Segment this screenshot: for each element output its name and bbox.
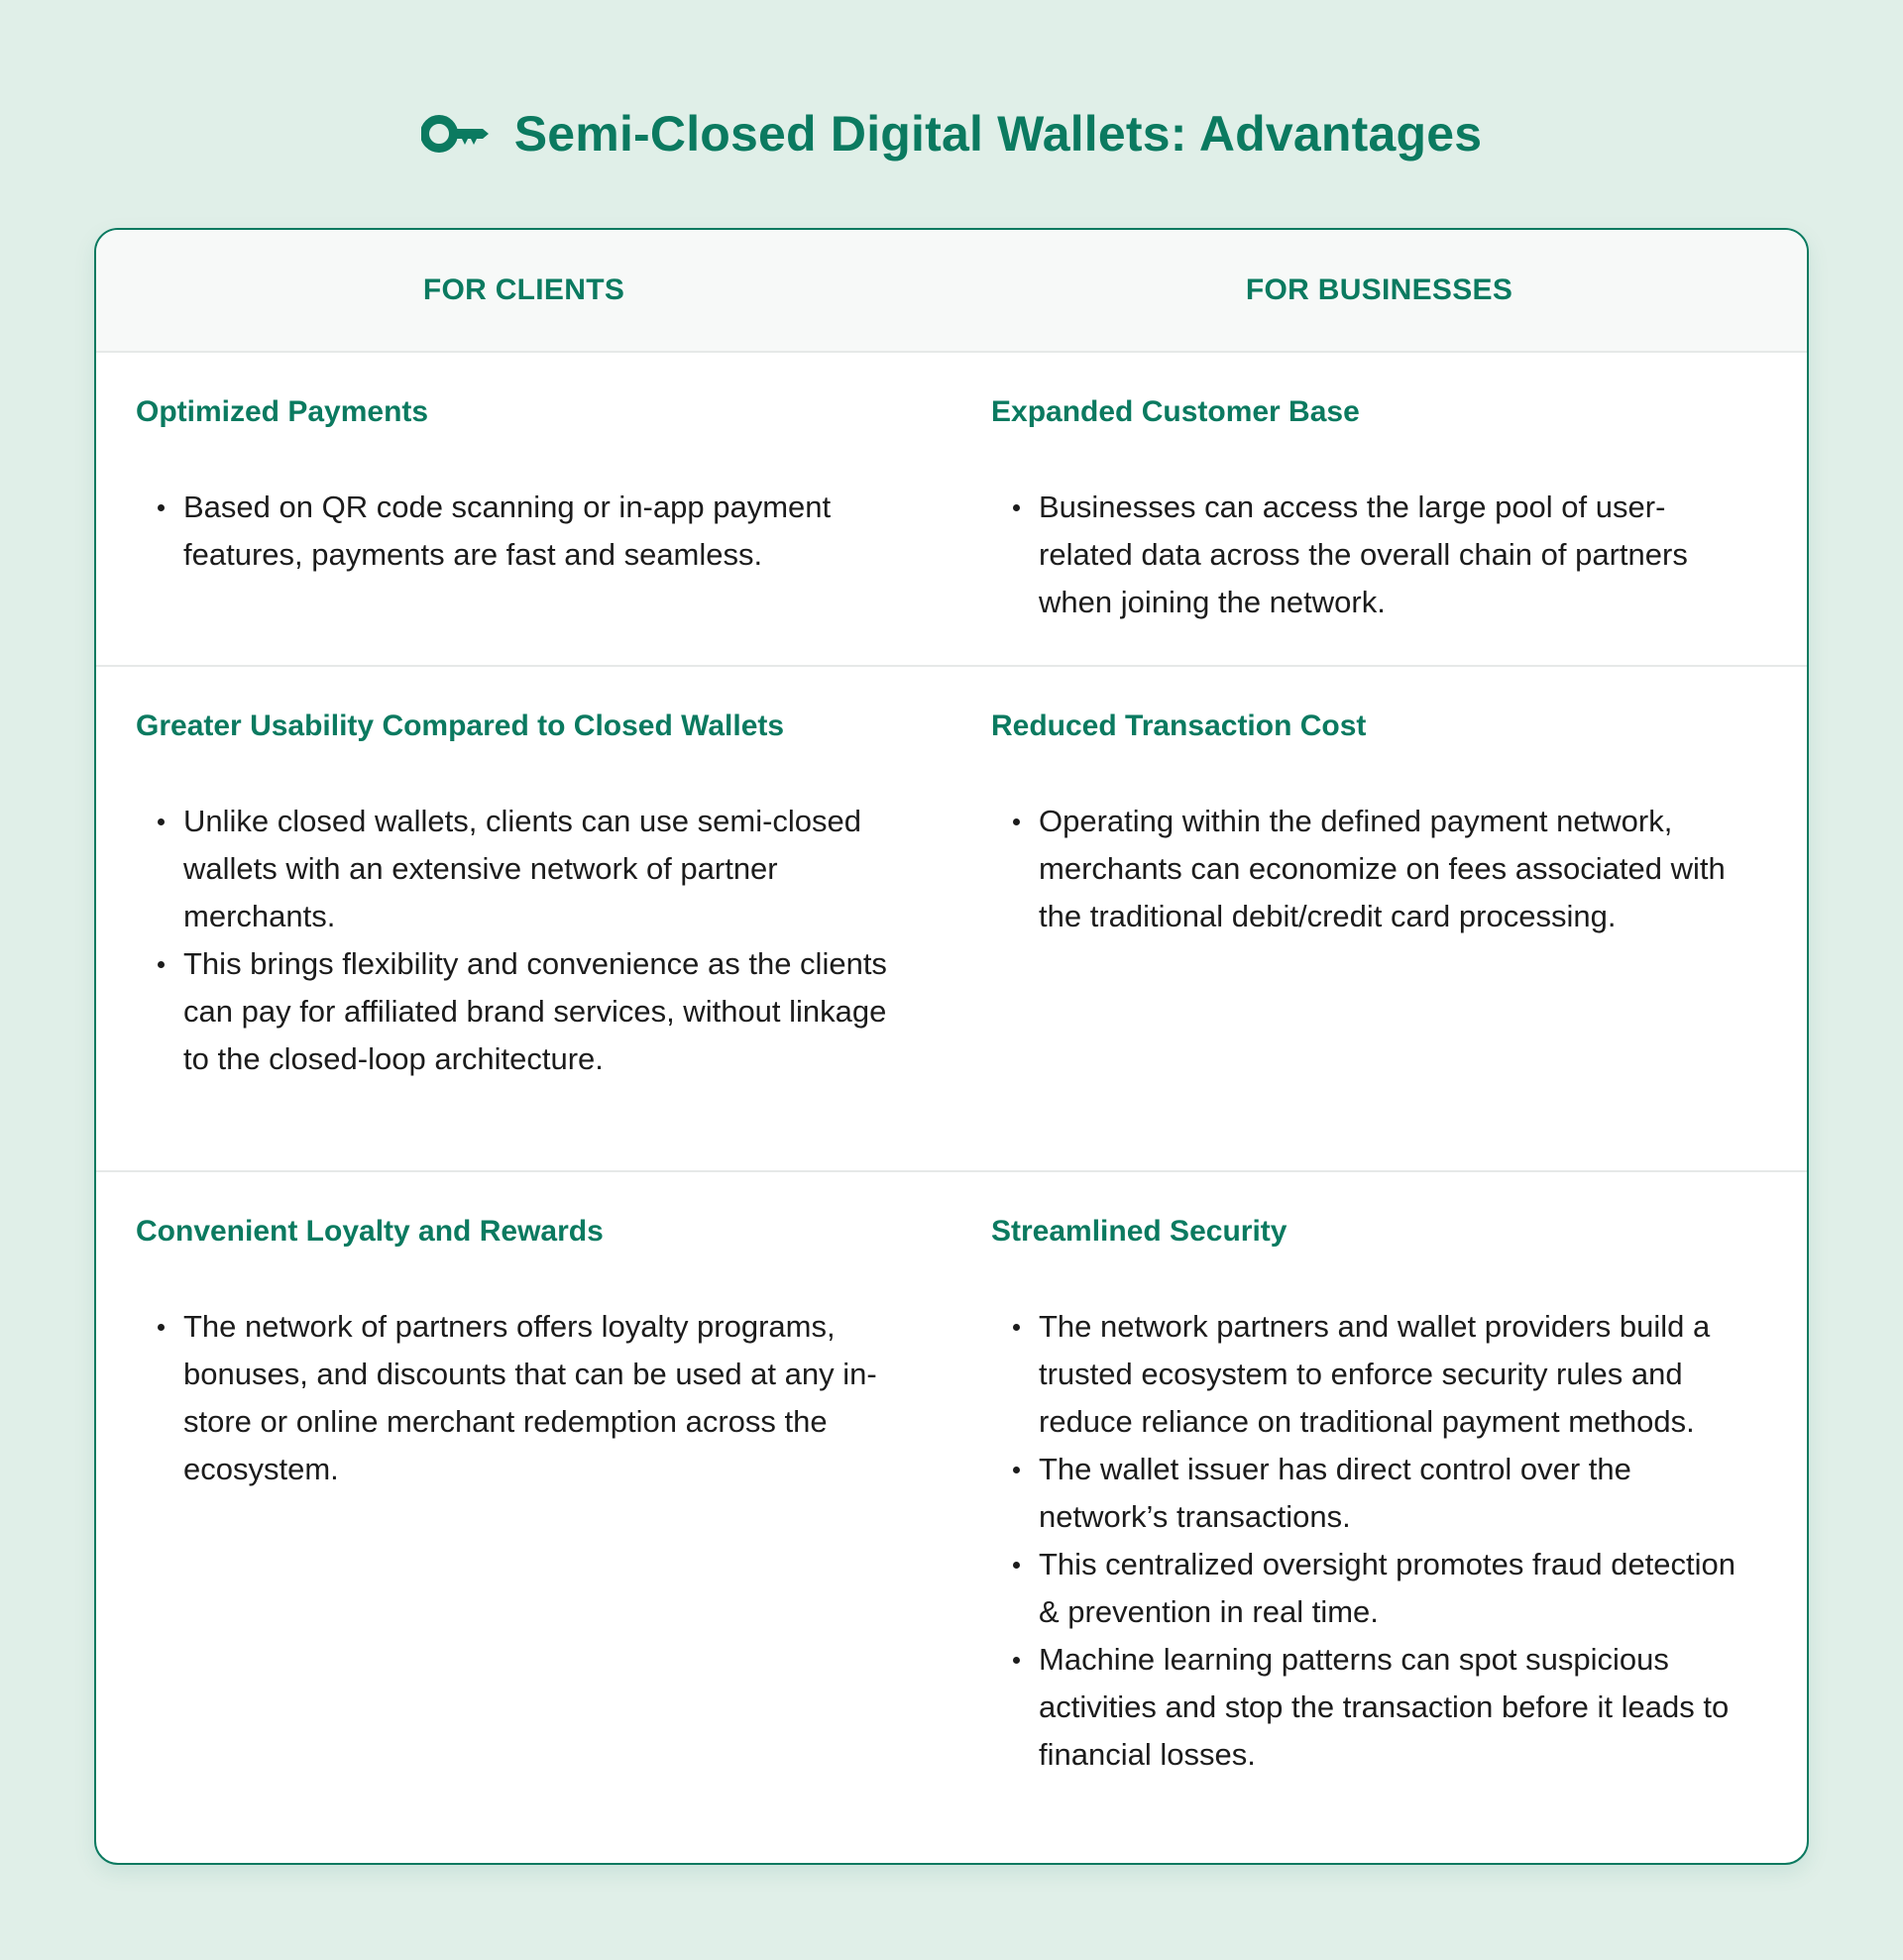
page-header [0,97,1903,170]
table-row [96,353,1807,667]
bullet-list [991,798,1767,940]
bullet-item: Operating within the defined payment network, merchants can economize on fees associated with the traditional debit/credit card processing. [1039,798,1767,940]
table-row [96,1172,1807,1863]
key-icon [421,114,493,154]
clients-cell [96,667,952,1170]
table-row [96,667,1807,1172]
advantages-table [94,228,1809,1865]
table-header [96,230,1807,353]
bullet-item: This brings flexibility and convenience as the clients can pay for affiliated brand services, without linkage to the closed-loop architecture. [183,940,912,1083]
bullet-item: This centralized oversight promotes fraud detection & prevention in real time. [1039,1541,1767,1636]
businesses-cell [952,1172,1807,1863]
advantage-heading: Optimized Payments [136,395,429,428]
bullet-item: Based on QR code scanning or in-app payment features, payments are fast and seamless. [183,484,912,579]
bullet-list [136,484,912,579]
column-header-businesses: FOR BUSINESSES [1245,273,1513,306]
advantage-heading: Greater Usability Compared to Closed Wallets [136,709,785,742]
bullet-list [136,798,912,1083]
advantage-heading: Reduced Transaction Cost [991,709,1367,742]
column-header-clients: FOR CLIENTS [422,273,625,306]
advantage-heading: Convenient Loyalty and Rewards [136,1215,604,1248]
advantage-heading: Streamlined Security [991,1215,1287,1248]
bullet-list [991,484,1767,626]
businesses-cell [952,667,1807,1170]
bullet-list [136,1303,912,1493]
bullet-item: Businesses can access the large pool of user-related data across the overall chain of partners when joining the network. [1039,484,1767,626]
bullet-item: Unlike closed wallets, clients can use semi-closed wallets with an extensive network of partner merchants. [183,798,912,940]
bullet-item: The network partners and wallet providers build a trusted ecosystem to enforce security rules and reduce reliance on traditional payment methods. [1039,1303,1767,1446]
bullet-list [991,1303,1767,1779]
clients-cell [96,1172,952,1863]
bullet-item: The wallet issuer has direct control over the network’s transactions. [1039,1446,1767,1541]
businesses-cell [952,353,1807,665]
page-title: Semi-Closed Digital Wallets: Advantages [513,106,1483,162]
advantage-heading: Expanded Customer Base [991,395,1360,428]
bullet-item: Machine learning patterns can spot suspicious activities and stop the transaction before it leads to financial losses. [1039,1636,1767,1779]
clients-cell [96,353,952,665]
bullet-item: The network of partners offers loyalty programs, bonuses, and discounts that can be used at any in-store or online merchant redemption across the ecosystem. [183,1303,912,1493]
